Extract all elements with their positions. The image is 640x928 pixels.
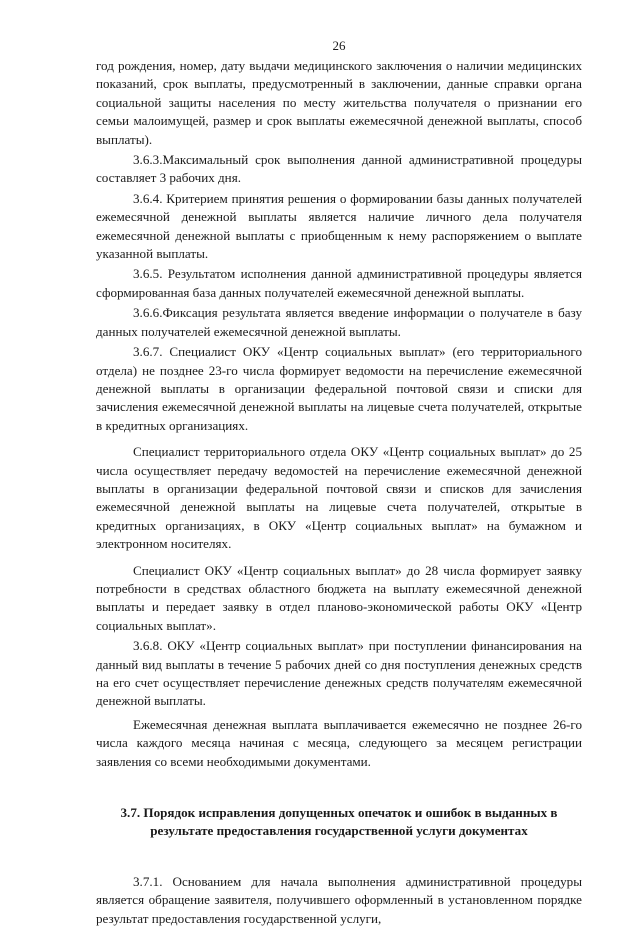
paragraph-monthly-payment: Ежемесячная денежная выплата выплачивается ежемесячно не позднее 26-го числа каждого месяца начиная с месяца, следующего за месяцем регистрации заявления со всеми необходимыми документами. <box>96 716 582 769</box>
paragraph-3-6-8: 3.6.8. ОКУ «Центр социальных выплат» при поступлении финансирования на данный вид выплаты в течение 5 рабочих дней со дня поступления денежных средств на его счет осуществляет перечисление денежных средств получателям ежемесячной денежной выплаты. <box>96 638 582 709</box>
page-number: 26 <box>332 38 346 53</box>
paragraph-3-6-7: 3.6.7. Специалист ОКУ «Центр социальных выплат» (его территориального отдела) не позднее 23-го числа формирует ведомости на перечисление ежемесячной денежной выплаты в организации федеральной почтовой связи и списки для зачисления ежемесячной денежной выплаты на лицевые счета получателей, открытые в кредитных организациях. <box>96 344 582 433</box>
paragraph-oku-specialist: Специалист ОКУ «Центр социальных выплат» до 28 числа формирует заявку потребности в средствах областного бюджета на выплату ежемесячной денежной выплаты и передает заявку в отдел планово-экономической работы ОКУ «Центр социальных выплат». <box>96 562 582 633</box>
paragraph-3-7-1: 3.7.1. Основанием для начала выполнения административной процедуры является обращение заявителя, получившего оформленный в установленном порядке результат предоставления государственной услуги, <box>96 873 582 926</box>
document-page <box>96 38 582 928</box>
paragraph-applicant-data: год рождения, номер, дату выдачи медицинского заключения о наличии медицинских показаний, срок выплаты, предусмотренный в заключении, данные справки органа социальной защиты населения по месту жительства получателя о признании его семьи малоимущей, размер и срок выплаты ежемесячной денежной выплаты, способ выплаты). <box>96 58 582 147</box>
paragraph-3-6-6: 3.6.6.Фиксация результата является введение информации о получателе в базу данных получателей ежемесячной денежной выплаты. <box>96 305 582 339</box>
paragraph-3-6-3: 3.6.3.Максимальный срок выполнения данной административной процедуры составляет 3 рабочих дня. <box>96 152 582 186</box>
paragraph-territorial-specialist: Специалист территориального отдела ОКУ «Центр социальных выплат» до 25 числа осуществляет передачу ведомостей на перечисление ежемесячной денежной выплаты в организации федеральной почтовой связи и списков для зачисления ежемесячной денежной выплаты на лицевые счета получателей, открытые в кредитных организациях, в ОКУ «Центр социальных выплат» на бумажном и электронном носителях. <box>96 444 582 552</box>
paragraph-3-6-4: 3.6.4. Критерием принятия решения о формировании базы данных получателей ежемесячной денежной выплаты является наличие личного дела получателя ежемесячной денежной выплаты с приобщенным к нему распоряжением о выплате указанной выплаты. <box>96 190 582 262</box>
paragraph-3-6-5: 3.6.5. Результатом исполнения данной административной процедуры является сформированная база данных получателей ежемесячной денежной выплаты. <box>96 266 582 300</box>
section-heading-3-7: 3.7. Порядок исправления допущенных опечаток и ошибок в выданных в результате предоставления государственной услуги документах <box>120 805 558 839</box>
